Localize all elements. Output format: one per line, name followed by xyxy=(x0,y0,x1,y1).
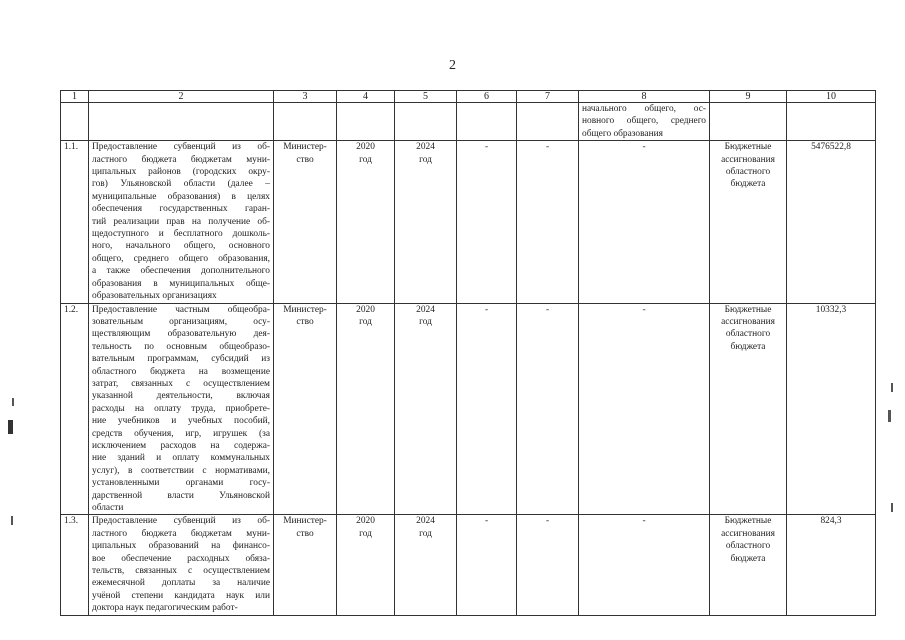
text-line: указанной деятельности, включая xyxy=(92,391,270,402)
text-line: ассигнования xyxy=(721,154,775,165)
header-col-4: 4 xyxy=(337,91,395,103)
scan-artifact xyxy=(12,398,14,406)
col7-cell: - xyxy=(517,141,579,303)
text-line: дарственной власти Ульяновской xyxy=(92,490,270,501)
text-line: год xyxy=(419,316,432,327)
page-number: 2 xyxy=(449,58,456,73)
text-line: услуг), в соответствии с нормативами, xyxy=(92,465,270,476)
text-line: затрат, связанных с осуществлением xyxy=(92,378,270,389)
text-line: зовательным организациям, осу- xyxy=(92,316,270,327)
table-row xyxy=(61,515,876,615)
header-col-10: 10 xyxy=(787,91,876,103)
scan-artifact xyxy=(11,516,13,525)
text-line: ние учебников и учебных пособий, xyxy=(92,416,270,427)
text-line: год xyxy=(359,154,372,165)
end-year-cell xyxy=(395,141,457,303)
row-number-cell: 1.2. xyxy=(61,303,89,515)
text-line: общего образования xyxy=(582,128,663,139)
text-line: гов) Ульяновской области (далее – xyxy=(92,179,270,190)
text-line: ежемесячной доплаты за наличие xyxy=(92,578,270,589)
column-header-row xyxy=(61,91,876,103)
col7-cell: - xyxy=(517,303,579,515)
responsible-cell xyxy=(274,103,337,141)
table-row xyxy=(61,103,876,141)
text-line: муниципальные образования) в целях xyxy=(92,191,270,202)
text-line: Министер- xyxy=(283,304,327,315)
responsible-cell xyxy=(274,515,337,615)
text-line: областного бюджета на возмещение xyxy=(92,366,270,377)
text-line: а также обеспечения дополнительного xyxy=(92,266,270,277)
text-line: бюджета xyxy=(730,341,766,352)
text-line: ассигнования xyxy=(721,316,775,327)
text-line: ципальных районов (городских окру- xyxy=(92,167,270,178)
col6-cell: - xyxy=(457,515,517,615)
text-line: - xyxy=(642,142,646,153)
text-line: тельств, связанных с осуществлением xyxy=(92,566,270,577)
header-col-5: 5 xyxy=(395,91,457,103)
header-col-9: 9 xyxy=(710,91,787,103)
text-line: год xyxy=(419,154,432,165)
text-line: год xyxy=(359,316,372,327)
text-line: тельность по основным общеобразо- xyxy=(92,341,270,352)
text-line: 2020 xyxy=(356,516,375,527)
text-line: областного xyxy=(725,167,771,178)
text-line: 2020 xyxy=(356,304,375,315)
text-line: ного, начального общего, основного xyxy=(92,241,270,252)
header-col-3: 3 xyxy=(274,91,337,103)
text-line: образования в муниципальных обще- xyxy=(92,278,270,289)
text-line: средств обучения, игр, игрушек (за xyxy=(92,428,270,439)
end-year-cell xyxy=(395,515,457,615)
text-line: вое обеспечение расходных обяза- xyxy=(92,553,270,564)
responsible-cell xyxy=(274,303,337,515)
text-line: установленными органами госу- xyxy=(92,478,270,489)
text-line: Бюджетные xyxy=(724,516,772,527)
header-col-1: 1 xyxy=(61,91,89,103)
text-line: Предоставление субвенций из об- xyxy=(92,142,270,153)
text-line: ластного бюджета бюджетам муни- xyxy=(92,154,270,165)
start-year-cell xyxy=(337,303,395,515)
measure-description-cell xyxy=(89,103,274,141)
row-number-cell xyxy=(61,103,89,141)
funding-source-cell xyxy=(710,515,787,615)
text-line: исключением расходов на содержа- xyxy=(92,440,270,451)
header-col-6: 6 xyxy=(457,91,517,103)
header-col-8: 8 xyxy=(579,91,710,103)
measure-description-cell xyxy=(89,515,274,615)
text-line: - xyxy=(642,516,646,527)
text-line: областного xyxy=(725,329,771,340)
col6-cell: - xyxy=(457,141,517,303)
text-line: начального общего, ос- xyxy=(582,104,706,114)
scan-artifact xyxy=(888,410,891,422)
col6-cell: - xyxy=(457,303,517,515)
text-line: Министер- xyxy=(283,142,327,153)
funding-source-cell xyxy=(710,303,787,515)
text-line: тий реализации прав на получение об- xyxy=(92,216,270,227)
table-row xyxy=(61,303,876,515)
col7-cell: - xyxy=(517,515,579,615)
header-col-7: 7 xyxy=(517,91,579,103)
text-line: год xyxy=(419,528,432,539)
col8-cell xyxy=(579,303,710,515)
scan-artifact xyxy=(891,383,893,392)
amount-cell: 5476522,8 xyxy=(787,141,876,303)
text-line: ществляющим образовательную дея- xyxy=(92,329,270,340)
responsible-cell xyxy=(274,141,337,303)
col8-cell xyxy=(579,141,710,303)
funding-source-cell xyxy=(710,141,787,303)
text-line: бюджета xyxy=(730,179,766,190)
text-line: Бюджетные xyxy=(724,304,772,315)
scan-artifact xyxy=(891,503,893,512)
measure-description-cell xyxy=(89,141,274,303)
amount-cell: 10332,3 xyxy=(787,303,876,515)
funding-source-cell xyxy=(710,103,787,141)
col6-cell xyxy=(457,103,517,141)
text-line: ассигнования xyxy=(721,528,775,539)
end-year-cell xyxy=(395,303,457,515)
text-line: ство xyxy=(296,316,314,327)
text-line: 2024 xyxy=(416,516,435,527)
text-line: ство xyxy=(296,528,314,539)
measure-description-cell xyxy=(89,303,274,515)
text-line: 2020 xyxy=(356,142,375,153)
text-line: областного xyxy=(725,541,771,552)
scan-artifact xyxy=(8,420,13,434)
text-line: щедоступного и бесплатного дошколь- xyxy=(92,229,270,240)
text-line: ципальных образований на финансо- xyxy=(92,541,270,552)
start-year-cell xyxy=(337,141,395,303)
col8-cell xyxy=(579,103,710,141)
row-number-cell: 1.1. xyxy=(61,141,89,303)
amount-cell xyxy=(787,103,876,141)
amount-cell: 824,3 xyxy=(787,515,876,615)
text-line: Бюджетные xyxy=(724,142,772,153)
start-year-cell xyxy=(337,515,395,615)
text-line: общего, среднего общего образования, xyxy=(92,253,270,264)
text-line: Предоставление субвенций из об- xyxy=(92,516,270,527)
text-line: ластного бюджета бюджетам муни- xyxy=(92,528,270,539)
header-col-2: 2 xyxy=(89,91,274,103)
text-line: расходы на оплату труда, приобрете- xyxy=(92,403,270,414)
col8-cell xyxy=(579,515,710,615)
text-line: 2024 xyxy=(416,142,435,153)
table-row xyxy=(61,141,876,303)
text-line: области xyxy=(92,503,124,513)
text-line: 2024 xyxy=(416,304,435,315)
text-line: год xyxy=(359,528,372,539)
text-line: бюджета xyxy=(730,553,766,564)
text-line: ство xyxy=(296,154,314,165)
text-line: Предоставление частным общеобра- xyxy=(92,304,270,315)
text-line: Министер- xyxy=(283,516,327,527)
measures-table xyxy=(60,90,876,616)
text-line: вательным программам, субсидий из xyxy=(92,354,270,365)
text-line: обеспечения государственных гаран- xyxy=(92,204,270,215)
text-line: образовательных организациях xyxy=(92,291,217,302)
col7-cell xyxy=(517,103,579,141)
text-line: новного общего, среднего xyxy=(582,116,706,127)
end-year-cell xyxy=(395,103,457,141)
start-year-cell xyxy=(337,103,395,141)
text-line: ние зданий и оплату коммунальных xyxy=(92,453,270,464)
text-line: - xyxy=(642,304,646,315)
row-number-cell: 1.3. xyxy=(61,515,89,615)
text-line: учёной степени кандидата наук или xyxy=(92,590,270,601)
text-line: доктора наук педагогическим работ- xyxy=(92,603,238,614)
